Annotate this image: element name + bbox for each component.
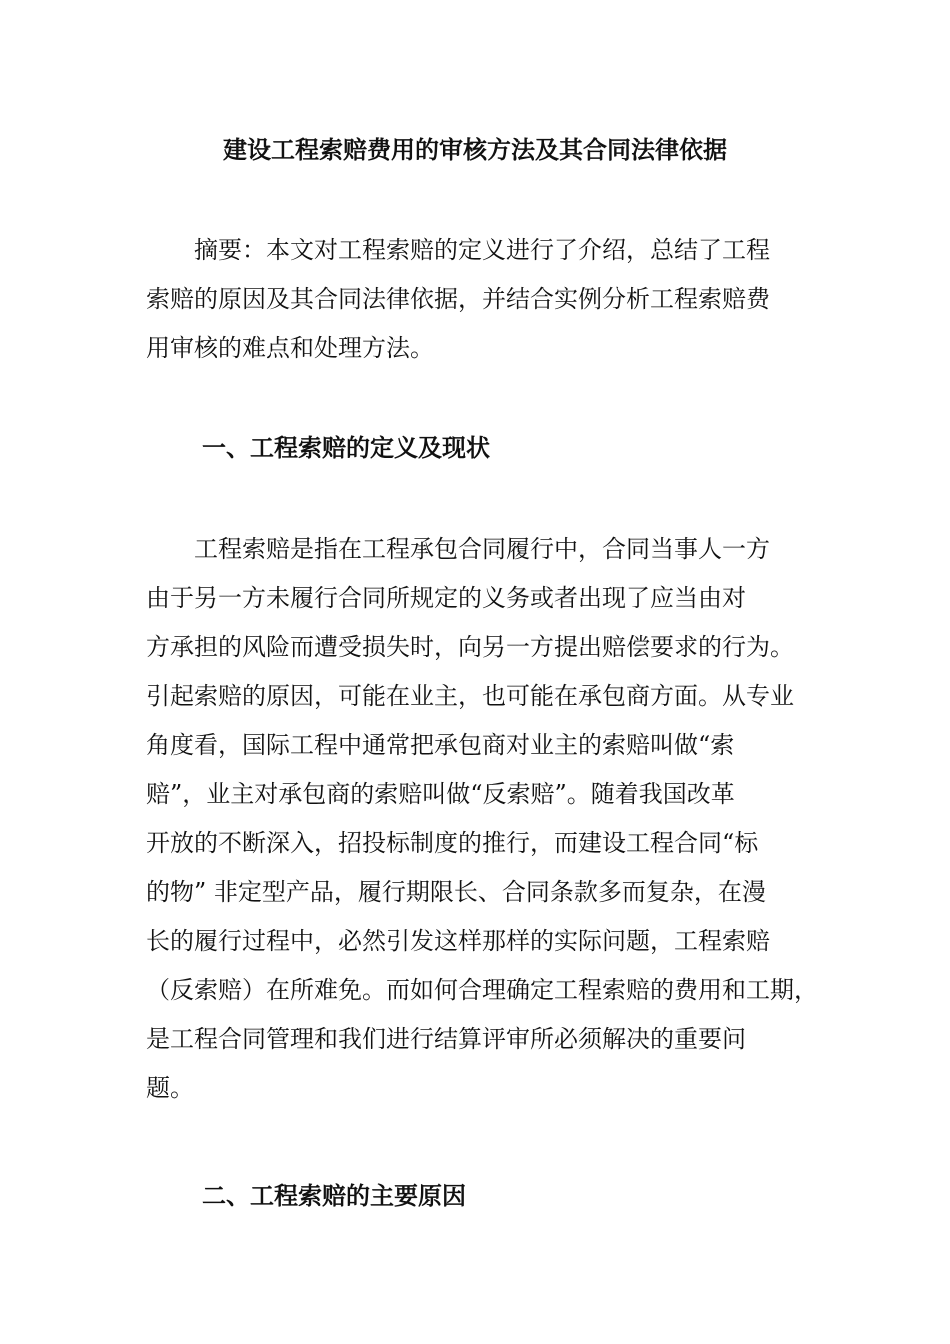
paragraph-line: 长的履行过程中，必然引发这样那样的实际问题，工程索赔	[146, 927, 770, 955]
paragraph-line: 引起索赔的原因，可能在业主，也可能在承包商方面。从专业	[146, 682, 794, 710]
paragraph-line: 开放的不断深入，招投标制度的推行，而建设工程合同“标	[146, 829, 759, 857]
paragraph-line: 题。	[146, 1074, 194, 1102]
abstract-line: 用审核的难点和处理方法。	[146, 334, 434, 362]
paragraph-line: 由于另一方未履行合同所规定的义务或者出现了应当由对	[146, 584, 746, 612]
document-title: 建设工程索赔费用的审核方法及其合同法律依据	[223, 135, 727, 164]
section1-paragraph	[146, 525, 826, 1113]
paragraph-line: 角度看，国际工程中通常把承包商对业主的索赔叫做“索	[146, 731, 735, 759]
abstract-line: 摘要：本文对工程索赔的定义进行了介绍，总结了工程	[146, 236, 770, 264]
paragraph-line: 是工程合同管理和我们进行结算评审所必须解决的重要问	[146, 1025, 746, 1053]
paragraph-line: （反索赔）在所难免。而如何合理确定工程索赔的费用和工期，	[146, 976, 818, 1004]
paragraph-line: 赔”，业主对承包商的索赔叫做“反索赔”。随着我国改革	[146, 780, 735, 808]
paragraph-line: 工程索赔是指在工程承包合同履行中，合同当事人一方	[146, 535, 770, 563]
paragraph-line: 方承担的风险而遭受损失时，向另一方提出赔偿要求的行为。	[146, 633, 794, 661]
abstract-line: 索赔的原因及其合同法律依据，并结合实例分析工程索赔费	[146, 285, 770, 313]
section-heading-1: 一、工程索赔的定义及现状	[202, 433, 490, 462]
section-heading-2: 二、工程索赔的主要原因	[202, 1181, 466, 1210]
abstract-paragraph	[146, 226, 826, 373]
paragraph-line: 的物” 非定型产品，履行期限长、合同条款多而复杂，在漫	[146, 878, 766, 906]
